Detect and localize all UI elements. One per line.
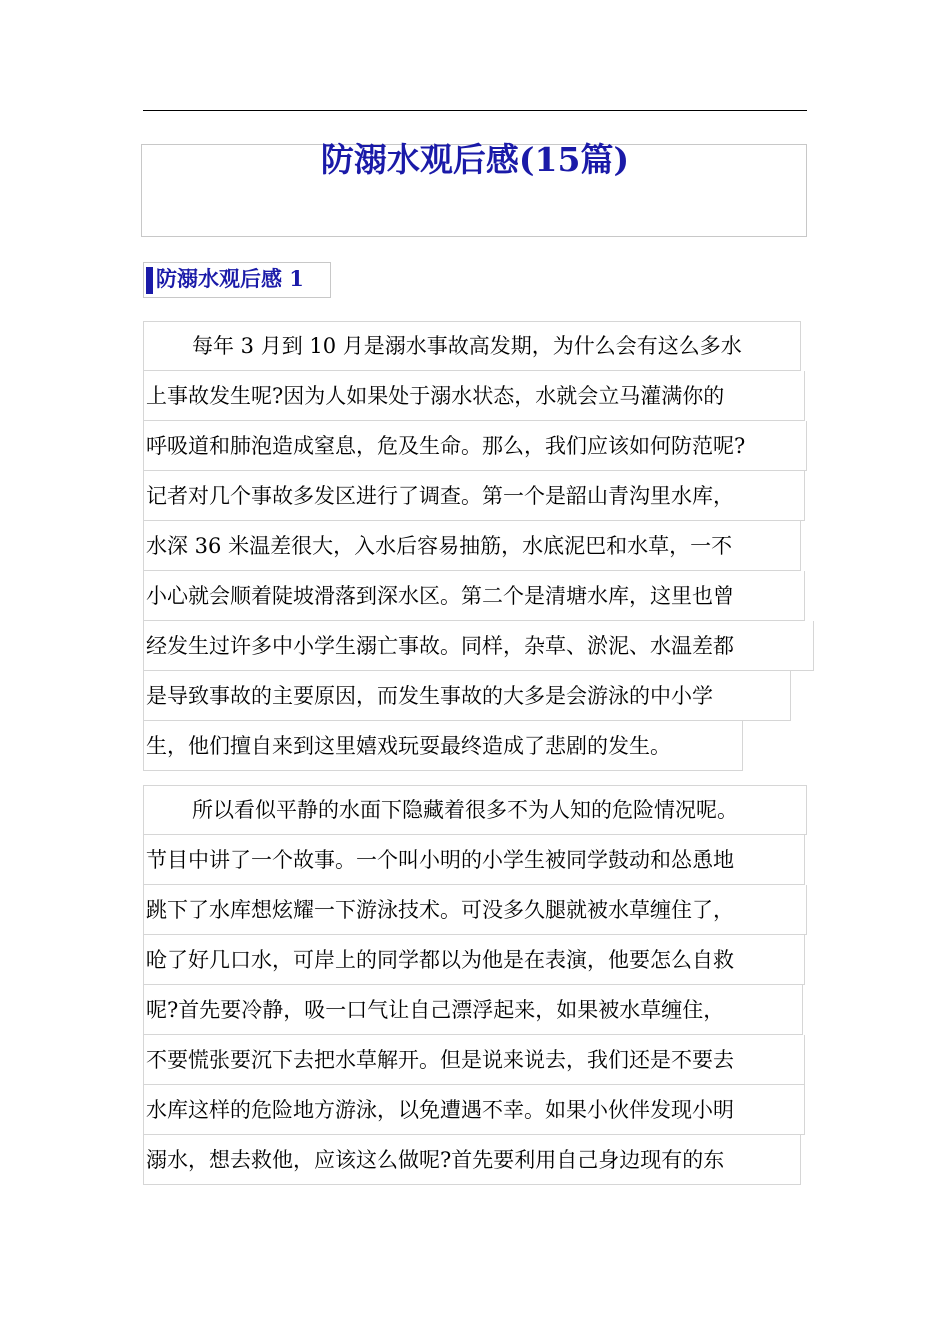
text-line <box>143 885 843 935</box>
text-line <box>143 1135 843 1185</box>
text-line <box>143 785 843 835</box>
paragraph-2 <box>143 785 843 1185</box>
text-line <box>143 321 843 371</box>
section-heading <box>143 262 331 298</box>
text-line <box>143 571 843 621</box>
text-line <box>143 835 843 885</box>
text-line <box>143 985 843 1035</box>
text-line-content: 呼吸道和肺泡造成窒息，危及生命。那么，我们应该如何防范呢? <box>146 434 746 458</box>
text-line <box>143 621 843 671</box>
text-line <box>143 521 843 571</box>
text-line-content: 是导致事故的主要原因，而发生事故的大多是会游泳的中小学 <box>146 684 713 708</box>
text-line <box>143 935 843 985</box>
text-line <box>143 721 843 771</box>
text-line-content: 水库这样的危险地方游泳，以免遭遇不幸。如果小伙伴发现小明 <box>146 1098 734 1122</box>
text-line-content: 上事故发生呢?因为人如果处于溺水状态，水就会立马灌满你的 <box>146 384 725 408</box>
section-heading-text: 防溺水观后感 1 <box>156 266 304 291</box>
paragraph-1 <box>143 321 843 771</box>
text-line-content: 跳下了水库想炫耀一下游泳技术。可没多久腿就被水草缠住了， <box>146 898 734 922</box>
text-line <box>143 671 843 721</box>
text-line-content: 经发生过许多中小学生溺亡事故。同样，杂草、淤泥、水温差都 <box>146 634 734 658</box>
text-line-content: 不要慌张要沉下去把水草解开。但是说来说去，我们还是不要去 <box>146 1048 734 1072</box>
text-line-content: 所以看似平静的水面下隐藏着很多不为人知的危险情况呢。 <box>192 798 738 822</box>
text-line-content: 节目中讲了一个故事。一个叫小明的小学生被同学鼓动和怂恿地 <box>146 848 734 872</box>
text-line-content: 水深 36 米温差很大，入水后容易抽筋，水底泥巴和水草，一不 <box>146 534 733 558</box>
text-line-content: 呛了好几口水，可岸上的同学都以为他是在表演，他要怎么自救 <box>146 948 734 972</box>
heading-marker-icon <box>146 267 153 294</box>
document-title: 防溺水观后感(15篇) <box>320 140 630 179</box>
text-line-content: 生，他们擅自来到这里嬉戏玩耍最终造成了悲剧的发生。 <box>146 734 671 758</box>
text-line <box>143 1085 843 1135</box>
text-line <box>143 371 843 421</box>
text-line-content: 小心就会顺着陡坡滑落到深水区。第二个是清塘水库，这里也曾 <box>146 584 734 608</box>
text-line-content: 呢?首先要冷静，吸一口气让自己漂浮起来，如果被水草缠住， <box>146 998 725 1022</box>
text-line <box>143 421 843 471</box>
text-line <box>143 471 843 521</box>
text-line-content: 溺水，想去救他，应该这么做呢?首先要利用自己身边现有的东 <box>146 1148 725 1172</box>
text-line-content: 每年 3 月到 10 月是溺水事故高发期，为什么会有这么多水 <box>192 334 742 358</box>
text-line-content: 记者对几个事故多发区进行了调查。第一个是韶山青沟里水库， <box>146 484 734 508</box>
text-line <box>143 1035 843 1085</box>
header-rule <box>143 110 807 111</box>
